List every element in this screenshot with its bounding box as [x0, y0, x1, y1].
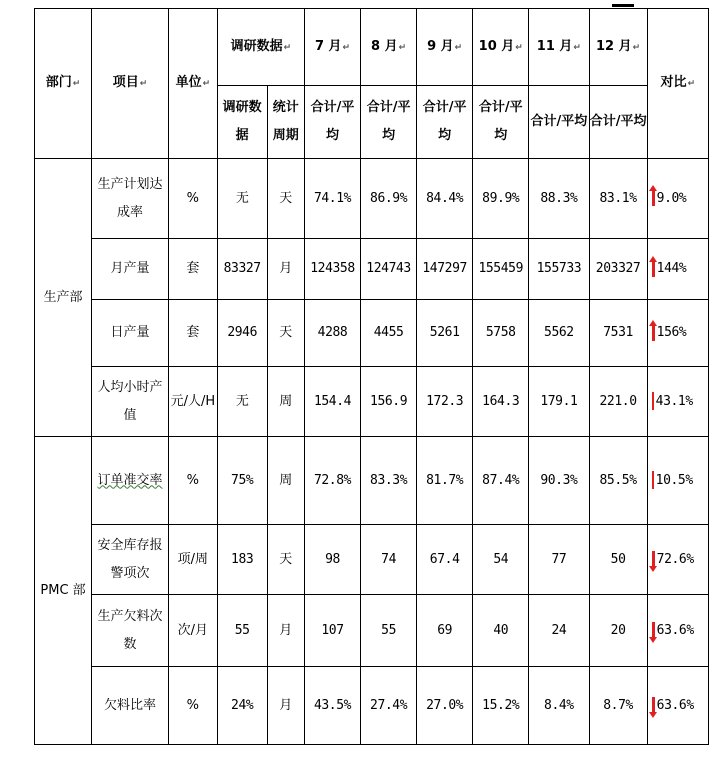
header-total-avg-9: 合计/平均	[417, 86, 473, 159]
period-cell: 月	[267, 239, 304, 300]
month-value-cell: 27.0%	[417, 667, 473, 745]
month-value-cell: 124358	[304, 239, 360, 300]
header-month-9: 9 月↵	[417, 9, 473, 86]
unit-cell: %	[168, 159, 217, 239]
month-value-cell: 8.4%	[529, 667, 589, 745]
table-row	[35, 595, 709, 667]
month-value-cell: 77	[529, 525, 589, 595]
survey-cell: 83327	[217, 239, 267, 300]
compare-cell: 43.1%	[647, 367, 708, 437]
header-total-avg-11: 合计/平均	[529, 86, 589, 159]
month-value-cell: 86.9%	[361, 159, 417, 239]
table-row	[35, 159, 709, 239]
header-item: 项目↵	[92, 9, 169, 159]
month-value-cell: 74.1%	[304, 159, 360, 239]
period-cell: 天	[267, 525, 304, 595]
survey-cell: 无	[217, 367, 267, 437]
compare-cell: 63.6%	[647, 667, 708, 745]
dept-cell: 生产部	[35, 159, 92, 437]
month-value-cell: 74	[361, 525, 417, 595]
table-row	[35, 367, 709, 437]
month-value-cell: 164.3	[473, 367, 529, 437]
header-row-1	[35, 9, 709, 86]
table-row	[35, 525, 709, 595]
month-value-cell: 85.5%	[589, 437, 647, 525]
unit-cell: %	[168, 667, 217, 745]
month-value-cell: 40	[473, 595, 529, 667]
table-body	[35, 9, 709, 745]
month-value-cell: 5562	[529, 300, 589, 367]
compare-cell: 9.0%	[647, 159, 708, 239]
unit-cell: 次/月	[168, 595, 217, 667]
header-total-avg-8: 合计/平均	[361, 86, 417, 159]
month-value-cell: 55	[361, 595, 417, 667]
month-value-cell: 147297	[417, 239, 473, 300]
table-row	[35, 437, 709, 525]
item-cell: 欠料比率	[92, 667, 169, 745]
month-value-cell: 83.1%	[589, 159, 647, 239]
header-unit: 单位↵	[168, 9, 217, 159]
month-value-cell: 90.3%	[529, 437, 589, 525]
month-value-cell: 221.0	[589, 367, 647, 437]
unit-cell: 元/人/H	[168, 367, 217, 437]
month-value-cell: 54	[473, 525, 529, 595]
month-value-cell: 67.4	[417, 525, 473, 595]
month-value-cell: 69	[417, 595, 473, 667]
compare-cell: 63.6%	[647, 595, 708, 667]
month-value-cell: 7531	[589, 300, 647, 367]
dept-cell: PMC 部	[35, 437, 92, 745]
survey-cell: 2946	[217, 300, 267, 367]
period-cell: 月	[267, 595, 304, 667]
item-cell: 订单准交率	[92, 437, 169, 525]
month-value-cell: 87.4%	[473, 437, 529, 525]
header-survey-sub1: 调研数据	[217, 86, 267, 159]
month-value-cell: 88.3%	[529, 159, 589, 239]
table-row	[35, 300, 709, 367]
item-cell: 安全库存报警项次	[92, 525, 169, 595]
header-total-avg-7: 合计/平均	[304, 86, 360, 159]
month-value-cell: 156.9	[361, 367, 417, 437]
kpi-table	[34, 8, 709, 745]
month-value-cell: 27.4%	[361, 667, 417, 745]
month-value-cell: 72.8%	[304, 437, 360, 525]
period-cell: 周	[267, 437, 304, 525]
month-value-cell: 89.9%	[473, 159, 529, 239]
month-value-cell: 155733	[529, 239, 589, 300]
arrow-down-icon	[652, 551, 655, 567]
period-cell: 周	[267, 367, 304, 437]
window-edge-mark	[612, 4, 634, 7]
header-total-avg-10: 合计/平均	[473, 86, 529, 159]
month-value-cell: 98	[304, 525, 360, 595]
arrow-up-icon	[652, 325, 655, 341]
period-cell: 天	[267, 159, 304, 239]
table-row	[35, 239, 709, 300]
month-value-cell: 107	[304, 595, 360, 667]
month-value-cell: 84.4%	[417, 159, 473, 239]
month-value-cell: 179.1	[529, 367, 589, 437]
header-survey-data: 调研数据↵	[217, 9, 304, 86]
month-value-cell: 124743	[361, 239, 417, 300]
arrow-down-icon	[652, 697, 655, 713]
header-total-avg-12: 合计/平均	[589, 86, 647, 159]
month-value-cell: 172.3	[417, 367, 473, 437]
compare-cell: 10.5%	[647, 437, 708, 525]
month-value-cell: 15.2%	[473, 667, 529, 745]
month-value-cell: 4288	[304, 300, 360, 367]
survey-cell: 无	[217, 159, 267, 239]
header-month-10: 10 月↵	[473, 9, 529, 86]
month-value-cell: 20	[589, 595, 647, 667]
month-value-cell: 5261	[417, 300, 473, 367]
survey-cell: 183	[217, 525, 267, 595]
unit-cell: 套	[168, 300, 217, 367]
month-value-cell: 43.5%	[304, 667, 360, 745]
month-value-cell: 24	[529, 595, 589, 667]
header-compare: 对比↵	[647, 9, 708, 159]
month-value-cell: 81.7%	[417, 437, 473, 525]
header-month-12: 12 月↵	[589, 9, 647, 86]
month-value-cell: 155459	[473, 239, 529, 300]
compare-cell: 144%	[647, 239, 708, 300]
month-value-cell: 83.3%	[361, 437, 417, 525]
arrow-up-icon	[652, 261, 655, 277]
trend-bar-icon	[652, 392, 654, 410]
month-value-cell: 203327	[589, 239, 647, 300]
survey-cell: 55	[217, 595, 267, 667]
table-row	[35, 667, 709, 745]
header-month-11: 11 月↵	[529, 9, 589, 86]
item-cell: 月产量	[92, 239, 169, 300]
compare-cell: 156%	[647, 300, 708, 367]
unit-cell: %	[168, 437, 217, 525]
header-month-7: 7 月↵	[304, 9, 360, 86]
survey-cell: 75%	[217, 437, 267, 525]
item-cell: 生产计划达成率	[92, 159, 169, 239]
trend-bar-icon	[652, 471, 654, 489]
month-value-cell: 154.4	[304, 367, 360, 437]
survey-cell: 24%	[217, 667, 267, 745]
arrow-down-icon	[652, 622, 655, 638]
month-value-cell: 8.7%	[589, 667, 647, 745]
compare-cell: 72.6%	[647, 525, 708, 595]
item-cell: 日产量	[92, 300, 169, 367]
month-value-cell: 50	[589, 525, 647, 595]
period-cell: 月	[267, 667, 304, 745]
period-cell: 天	[267, 300, 304, 367]
header-dept: 部门↵	[35, 9, 92, 159]
unit-cell: 项/周	[168, 525, 217, 595]
unit-cell: 套	[168, 239, 217, 300]
month-value-cell: 5758	[473, 300, 529, 367]
header-month-8: 8 月↵	[361, 9, 417, 86]
arrow-up-icon	[652, 190, 655, 206]
month-value-cell: 4455	[361, 300, 417, 367]
item-cell: 人均小时产值	[92, 367, 169, 437]
header-survey-sub2: 统计周期	[267, 86, 304, 159]
item-cell: 生产欠料次数	[92, 595, 169, 667]
